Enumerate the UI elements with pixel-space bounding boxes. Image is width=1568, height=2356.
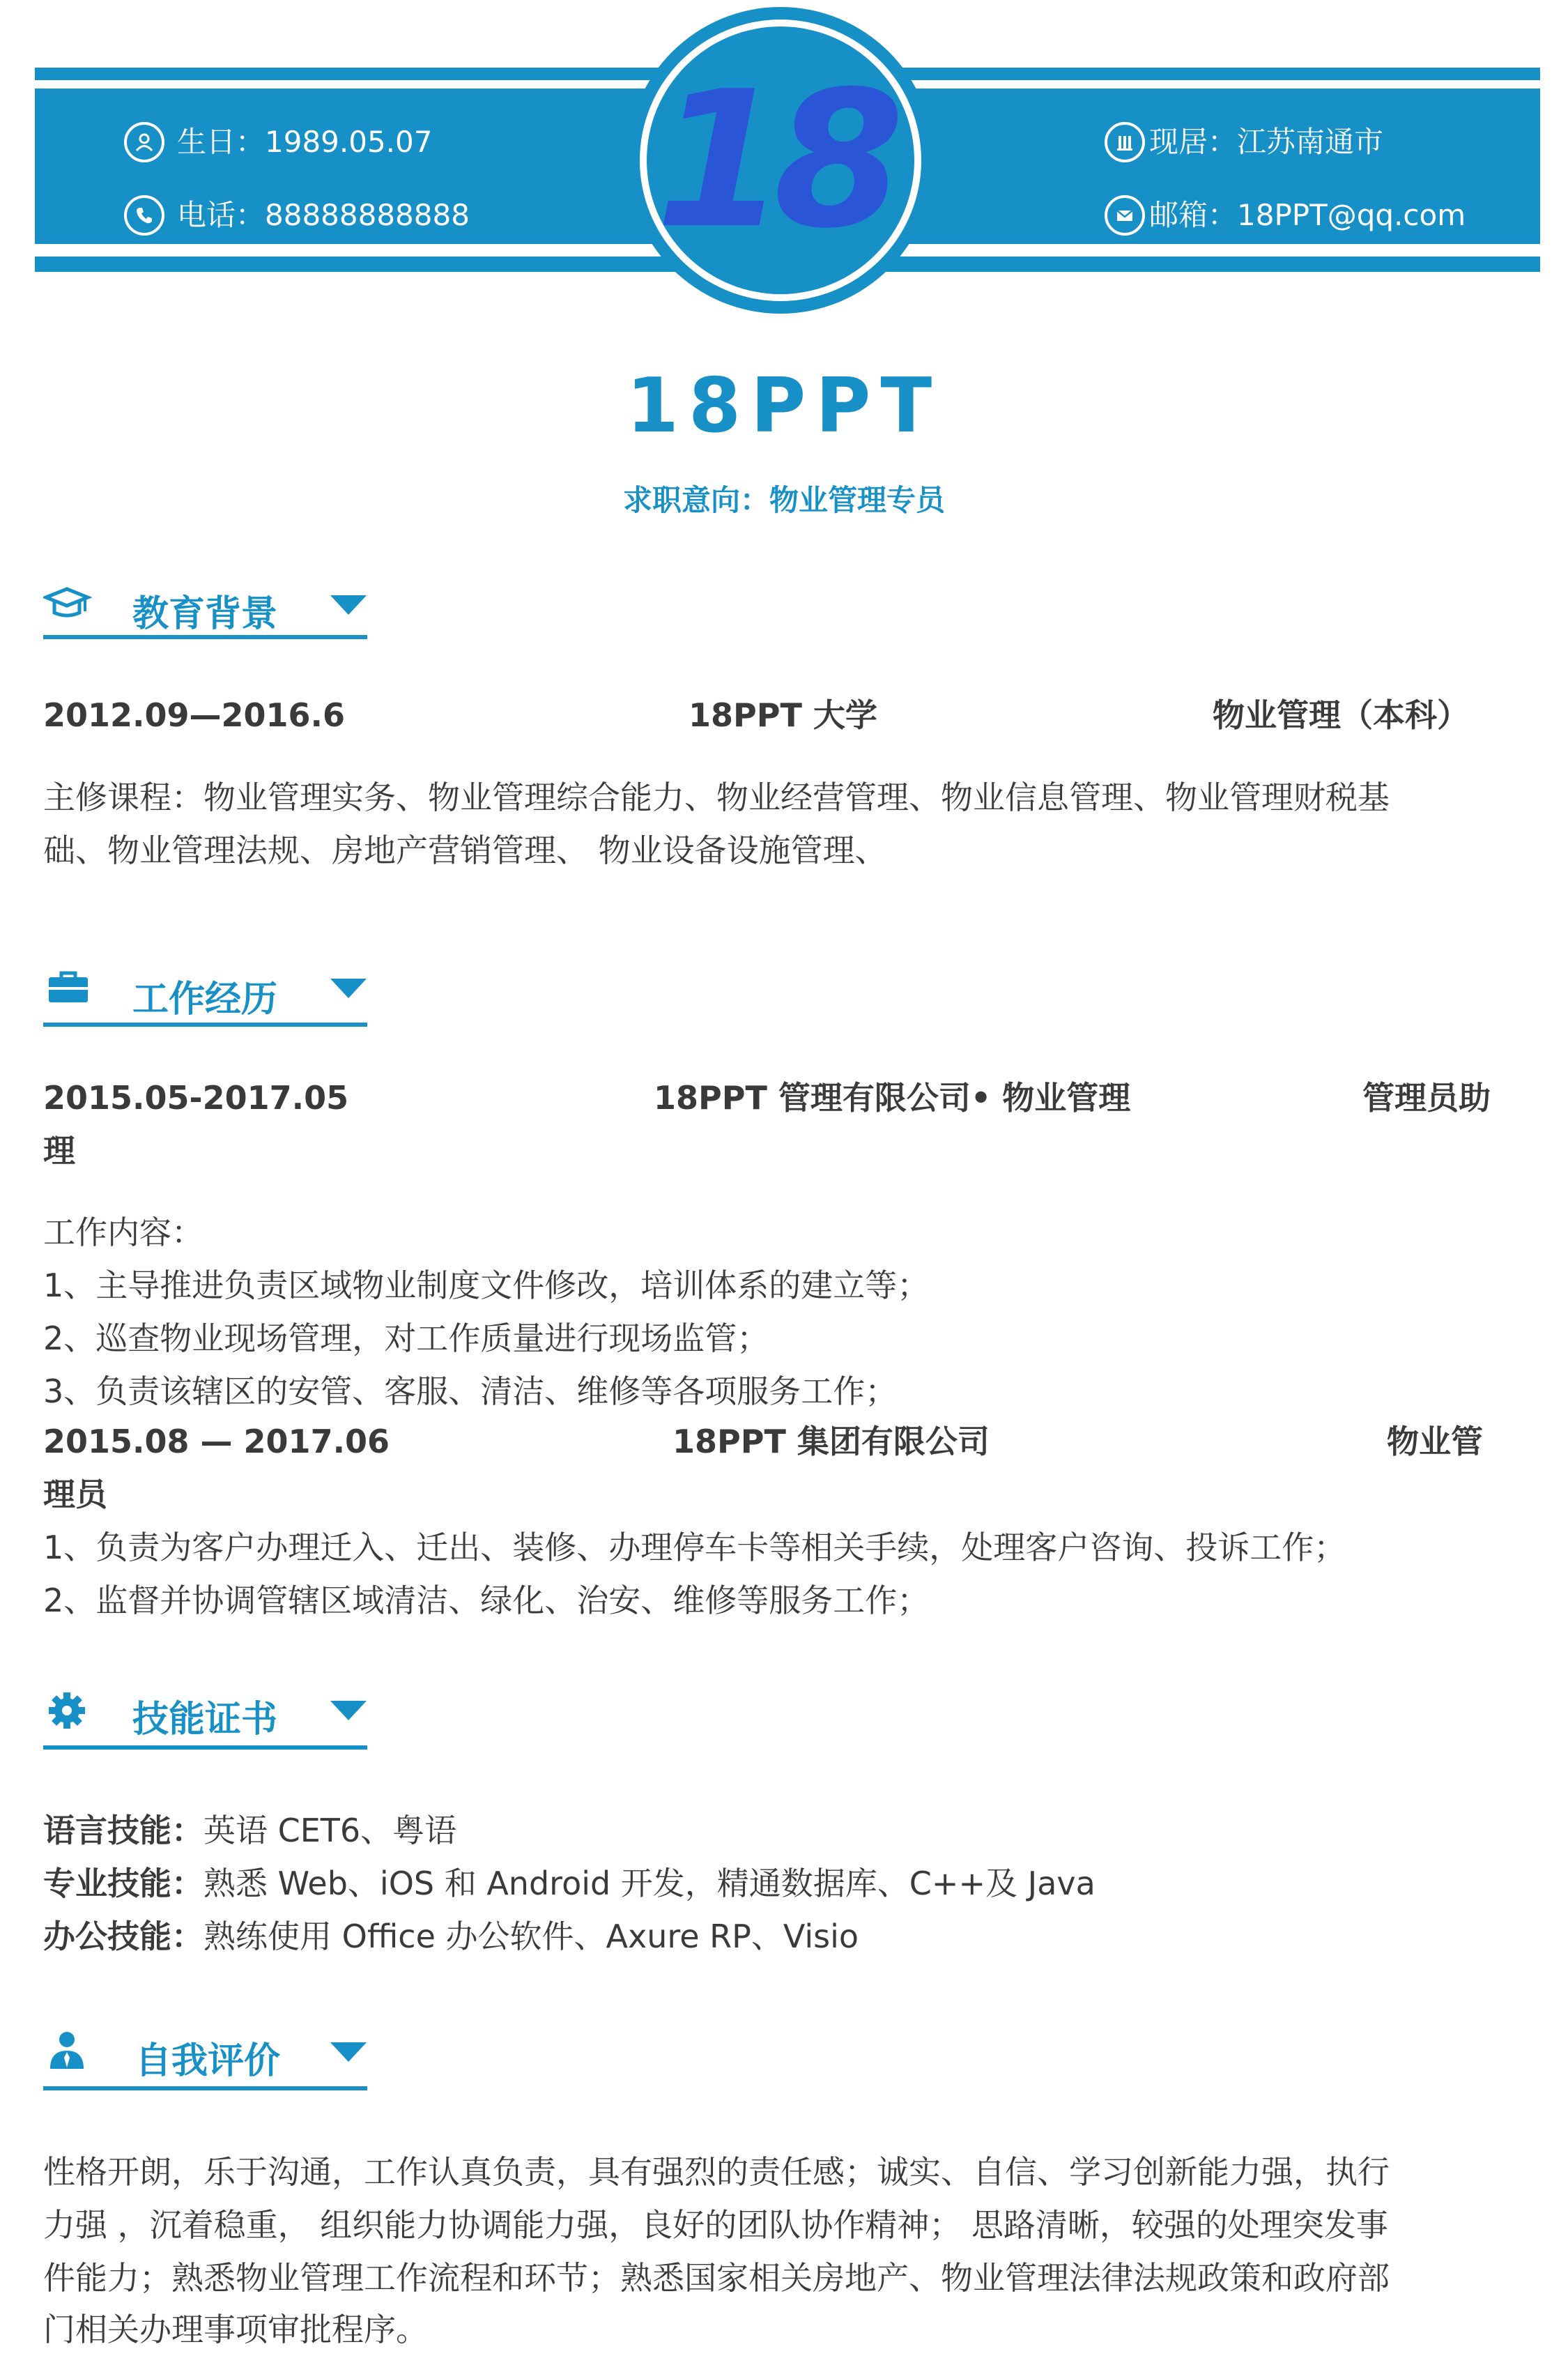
work-section-header: [43, 967, 92, 1012]
education-courses-line2: 础、物业管理法规、房地产营销管理、 物业设备设施管理、: [43, 832, 887, 869]
education-section-header: [43, 582, 92, 627]
job1-item: 3、负责该辖区的安管、客服、清洁、维修等各项服务工作；: [43, 1372, 898, 1410]
person-tie-icon: [43, 2030, 92, 2072]
job1-content-label: 工作内容：: [43, 1214, 203, 1251]
job2-item: 2、监督并协调管辖区域清洁、绿化、治安、维修等服务工作；: [43, 1582, 930, 1619]
self-eval-section-header: [43, 2030, 92, 2074]
self-eval-line: 门相关办理事项审批程序。: [43, 2311, 428, 2348]
skill-office-value: 熟练使用 Office 办公软件、Axure RP、Visio: [203, 1918, 859, 1955]
chevron-down-icon: [330, 2042, 367, 2062]
work-underline: [43, 1023, 367, 1027]
education-school: 18PPT 大学: [689, 696, 877, 734]
skill-office-row: [43, 1910, 859, 1963]
skill-office-label: 办公技能：: [43, 1918, 203, 1955]
job1-item: 2、巡查物业现场管理，对工作质量进行现场监管；: [43, 1319, 769, 1357]
building-icon: [1105, 122, 1145, 162]
self-eval-line: 性格开朗，乐于沟通，工作认真负责，具有强烈的责任感；诚实、自信、学习创新能力强，执行: [43, 2153, 1390, 2191]
job2-company: 18PPT 集团有限公司: [672, 1423, 990, 1460]
skill-professional-row: [43, 1857, 1096, 1910]
phone-text: 电话：88888888888: [177, 198, 470, 232]
skill-language-label: 语言技能：: [43, 1812, 203, 1849]
work-title: 工作经历: [132, 979, 278, 1020]
email-row: [1105, 195, 1466, 236]
candidate-name: 18PPT: [626, 362, 942, 450]
job1-company: 18PPT 管理有限公司• 物业管理: [654, 1079, 1131, 1117]
job2-role-wrap: 理员: [43, 1476, 107, 1513]
job2-item: 1、负责为客户办理迁入、迁出、装修、办理停车卡等相关手续，处理客户咨询、投诉工作；: [43, 1529, 1346, 1566]
chevron-down-icon: [330, 595, 367, 615]
chevron-down-icon: [330, 1701, 367, 1720]
gear-icon: [43, 1690, 92, 1731]
birthday-row: [124, 122, 432, 162]
education-major: 物业管理（本科）: [1213, 696, 1469, 734]
graduation-cap-icon: [43, 582, 92, 624]
briefcase-icon: [43, 967, 92, 1009]
self-eval-title: 自我评价: [135, 2040, 281, 2082]
education-period: 2012.09—2016.6: [43, 696, 346, 734]
skills-section-header: [43, 1690, 92, 1734]
mail-icon: [1105, 195, 1145, 236]
logo-18-text: 18: [655, 50, 892, 270]
skills-underline: [43, 1745, 367, 1750]
birthday-text: 生日：1989.05.07: [177, 125, 433, 159]
job1-role: 管理员助: [1362, 1079, 1491, 1117]
residence-row: [1105, 122, 1383, 162]
skills-title: 技能证书: [132, 1699, 278, 1741]
logo-badge: [647, 26, 914, 294]
education-courses-line1: 主修课程：物业管理实务、物业管理综合能力、物业经营管理、物业信息管理、物业管理财税基: [43, 779, 1390, 816]
self-eval-underline: [43, 2086, 367, 2090]
email-text: 邮箱：18PPT@qq.com: [1149, 198, 1466, 232]
job2-period: 2015.08 — 2017.06: [43, 1423, 390, 1460]
skill-professional-label: 专业技能：: [43, 1865, 203, 1902]
job-intent: 求职意向：物业管理专员: [622, 483, 945, 517]
skill-language-value: 英语 CET6、粤语: [203, 1812, 457, 1849]
phone-icon: [124, 195, 164, 236]
education-underline: [43, 635, 367, 639]
chevron-down-icon: [330, 979, 367, 998]
job1-period: 2015.05-2017.05: [43, 1079, 349, 1117]
phone-row: [124, 195, 470, 236]
education-title: 教育背景: [132, 593, 278, 635]
person-icon: [124, 122, 164, 162]
job1-item: 1、主导推进负责区域物业制度文件修改，培训体系的建立等；: [43, 1267, 930, 1304]
job2-role: 物业管: [1387, 1423, 1483, 1460]
self-eval-line: 件能力；熟悉物业管理工作流程和环节；熟悉国家相关房地产、物业管理法律法规政策和政府部: [43, 2259, 1390, 2297]
residence-text: 现居：江苏南通市: [1149, 125, 1384, 159]
skill-professional-value: 熟悉 Web、iOS 和 Android 开发，精通数据库、C++及 Java: [203, 1865, 1096, 1902]
job1-role-wrap: 理: [43, 1132, 75, 1170]
self-eval-line: 力强 ，沉着稳重， 组织能力协调能力强，良好的团队协作精神； 思路清晰，较强的处理突发事: [43, 2206, 1388, 2244]
skill-language-row: [43, 1804, 456, 1857]
